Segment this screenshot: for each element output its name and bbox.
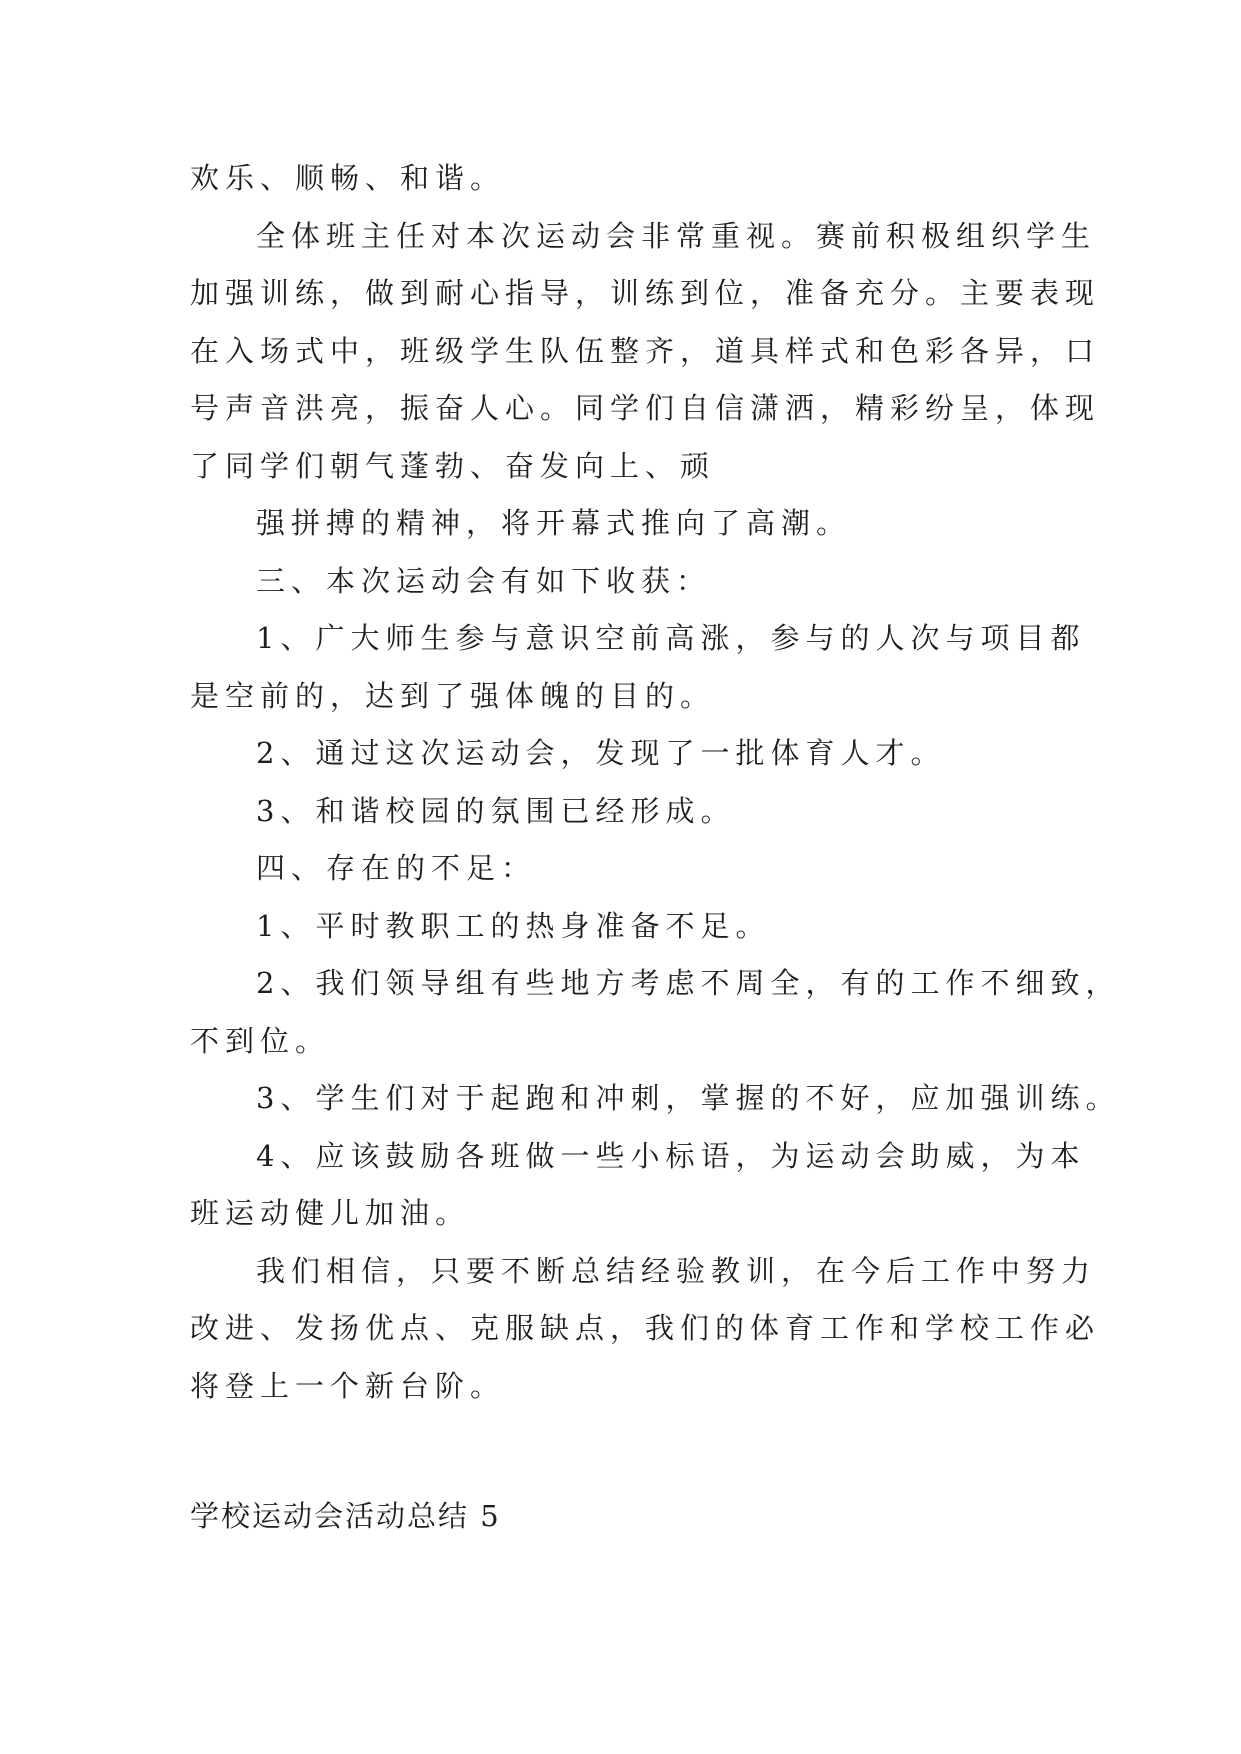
text-line: 全体班主任对本次运动会非常重视。赛前积极组织学生 bbox=[256, 218, 1097, 253]
text-line: 加强训练，做到耐心指导，训练到位，准备充分。主要表现 bbox=[190, 276, 1101, 310]
text-line: 4、应该鼓励各班做一些小标语，为运动会助威，为本 bbox=[256, 1138, 1086, 1173]
text-line: 欢乐、顺畅、和谐。 bbox=[190, 161, 506, 195]
text-line: 2、通过这次运动会，发现了一批体育人才。 bbox=[256, 736, 946, 770]
text-line: 3、和谐校园的氛围已经形成。 bbox=[256, 793, 736, 828]
text-line: 2、我们领导组有些地方考虑不周全，有的工作不细致， bbox=[256, 966, 1121, 1000]
text-line: 了同学们朝气蓬勃、奋发向上、顽 bbox=[190, 448, 716, 483]
text-line: 强拼搏的精神，将开幕式推向了高潮。 bbox=[256, 506, 852, 540]
text-line: 改进、发扬优点、克服缺点，我们的体育工作和学校工作必 bbox=[190, 1311, 1101, 1345]
text-line: 班运动健儿加油。 bbox=[190, 1196, 471, 1230]
text-line: 在入场式中，班级学生队伍整齐，道具样式和色彩各异，口 bbox=[190, 333, 1101, 368]
text-line: 号声音洪亮，振奋人心。同学们自信潇洒，精彩纷呈，体现 bbox=[190, 391, 1101, 425]
text-line: 1、平时教职工的热身准备不足。 bbox=[256, 908, 771, 943]
next-section-title: 学校运动会活动总结 5 bbox=[190, 1499, 501, 1533]
section-heading: 三、本次运动会有如下收获： bbox=[256, 563, 712, 598]
text-line: 是空前的，达到了强体魄的目的。 bbox=[190, 678, 716, 713]
text-line: 3、学生们对于起跑和冲刺，掌握的不好，应加强训练。 bbox=[256, 1081, 1121, 1115]
body-text bbox=[190, 150, 1121, 1415]
text-line: 我们相信，只要不断总结经验教训，在今后工作中努力 bbox=[256, 1253, 1097, 1288]
text-line: 不到位。 bbox=[190, 1023, 331, 1058]
section-heading: 四、存在的不足： bbox=[256, 851, 537, 885]
text-line: 1、广大师生参与意识空前高涨，参与的人次与项目都 bbox=[256, 621, 1086, 655]
text-line: 将登上一个新台阶。 bbox=[190, 1368, 506, 1403]
